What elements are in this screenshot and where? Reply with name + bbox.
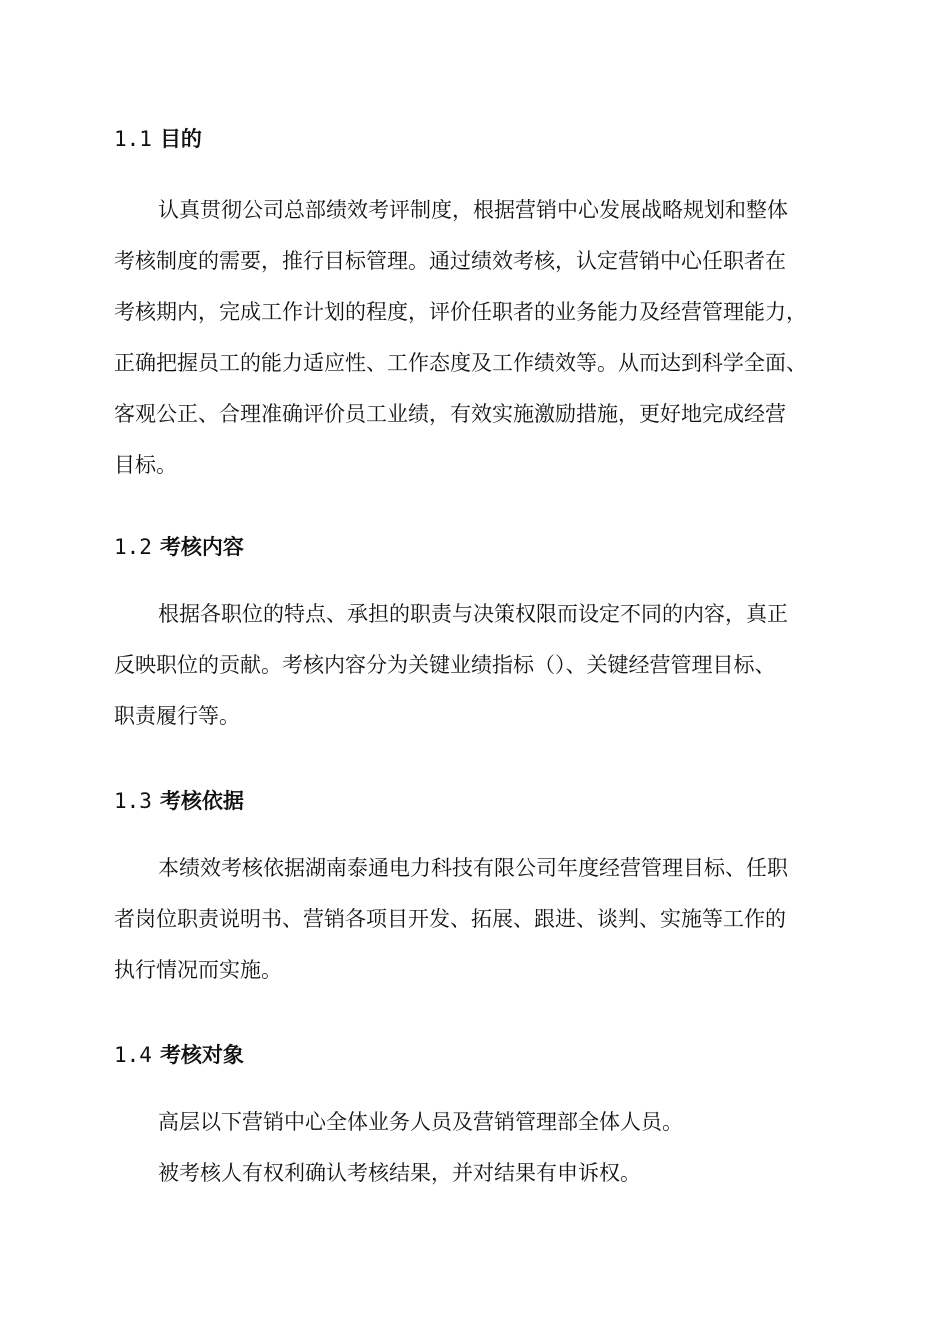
paragraph xyxy=(114,1097,844,1148)
section-number: 1.3 xyxy=(114,789,152,813)
section-assessment-content xyxy=(114,532,844,742)
paragraph xyxy=(114,185,844,491)
section-heading xyxy=(114,1040,844,1070)
section-assessment-basis xyxy=(114,786,844,996)
section-title: 考核内容 xyxy=(159,535,244,559)
paragraph xyxy=(114,843,844,996)
section-number: 1.4 xyxy=(114,1043,152,1067)
paragraph-line: 考核期内，完成工作计划的程度，评价任职者的业务能力及经营管理能力， xyxy=(114,300,807,324)
section-number: 1.2 xyxy=(114,535,152,559)
paragraph-line: 者岗位职责说明书、营销各项目开发、拓展、跟进、谈判、实施等工作的 xyxy=(114,907,786,931)
section-purpose xyxy=(114,124,844,491)
paragraph-line: 客观公正、合理准确评价员工业绩，有效实施激励措施，更好地完成经营 xyxy=(114,402,786,426)
paragraph-line: 反映职位的贡献。考核内容分为关键业绩指标（）、关键经营管理目标、 xyxy=(114,653,776,677)
paragraph-line: 目标。 xyxy=(114,453,177,477)
section-title: 考核依据 xyxy=(159,789,244,813)
section-heading xyxy=(114,532,844,562)
paragraph-line: 执行情况而实施。 xyxy=(114,958,282,982)
paragraph-line: 被考核人有权利确认考核结果，并对结果有申诉权。 xyxy=(158,1161,641,1185)
section-title: 目的 xyxy=(159,127,202,151)
paragraph-line: 正确把握员工的能力适应性、工作态度及工作绩效等。从而达到科学全面、 xyxy=(114,351,807,375)
section-assessment-targets xyxy=(114,1040,844,1199)
section-title: 考核对象 xyxy=(159,1043,244,1067)
section-heading xyxy=(114,786,844,816)
paragraph-line: 本绩效考核依据湖南泰通电力科技有限公司年度经营管理目标、任职 xyxy=(158,856,788,880)
paragraph-line: 职责履行等。 xyxy=(114,704,240,728)
paragraph xyxy=(114,1148,844,1199)
paragraph-line: 考核制度的需要，推行目标管理。通过绩效考核，认定营销中心任职者在 xyxy=(114,249,786,273)
section-number: 1.1 xyxy=(114,127,152,151)
section-heading xyxy=(114,124,844,154)
paragraph-line: 认真贯彻公司总部绩效考评制度，根据营销中心发展战略规划和整体 xyxy=(158,198,788,222)
paragraph-line: 根据各职位的特点、承担的职责与决策权限而设定不同的内容，真正 xyxy=(158,602,788,626)
paragraph xyxy=(114,589,844,742)
paragraph-line: 高层以下营销中心全体业务人员及营销管理部全体人员。 xyxy=(158,1110,683,1134)
